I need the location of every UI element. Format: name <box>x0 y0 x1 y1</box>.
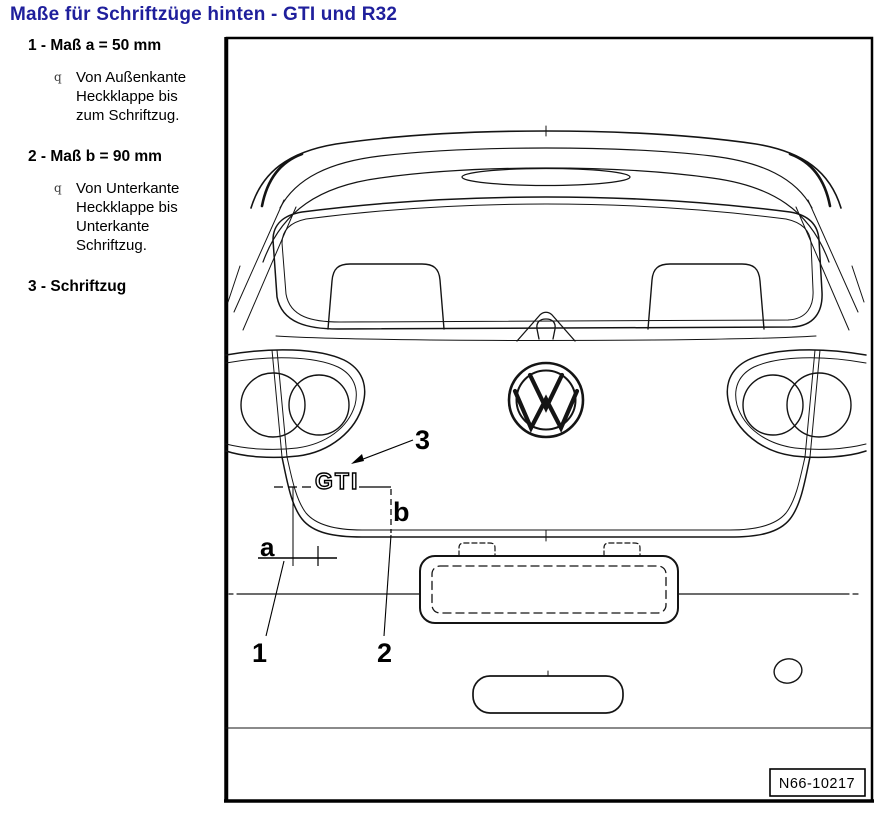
dim-label-a: a <box>260 532 275 562</box>
list-bullet-icon: q <box>54 70 62 84</box>
gti-badge: GTI <box>315 468 360 494</box>
handle-trim <box>473 676 623 713</box>
rear-window-inner <box>282 204 813 322</box>
legend-term-3: 3 - Schriftzug <box>28 278 127 296</box>
rear-window-outer <box>273 197 822 329</box>
tailgate-bottom-edge <box>282 457 810 537</box>
vw-emblem <box>509 363 583 437</box>
drawing-number-box <box>770 769 865 796</box>
callout-3-label: 3 <box>415 425 431 455</box>
wiper-nut <box>537 319 555 339</box>
license-plate-recess <box>420 543 678 623</box>
taillight-left <box>226 350 365 458</box>
legend-term-1: 1 - Maß a = 50 mm <box>28 37 162 54</box>
roof-corner-left <box>262 154 302 206</box>
taillight-right <box>727 350 866 458</box>
lock-cylinder <box>772 656 805 686</box>
page-title: Maße für Schriftzüge hinten - GTI und R32 <box>10 4 398 25</box>
wiper-mount <box>517 312 575 341</box>
callout-1-label: 1 <box>252 638 268 668</box>
window-lower-trim <box>276 336 816 341</box>
list-bullet-icon: q <box>54 181 62 196</box>
brake-light <box>462 169 630 186</box>
callout-3-leader <box>358 440 413 461</box>
drawing-number: N66-10217 <box>778 776 856 792</box>
legend-desc-2: Von Unterkante Heckklappe bis Unterkante Schriftzug. <box>76 180 180 255</box>
roof-corner-right <box>790 154 830 206</box>
headrest-right <box>648 264 764 329</box>
callout-3-arrowhead <box>351 454 364 464</box>
dim-label-b: b <box>393 497 410 527</box>
car-drawing <box>226 126 872 728</box>
callout-2-leader <box>384 535 391 636</box>
legend-desc-1: Von Außenkante Heckklappe bis zum Schriftzug. <box>76 69 187 125</box>
tailgate-bottom-edge-inner <box>287 457 805 530</box>
callout-2-label: 2 <box>377 638 393 668</box>
legend-term-2: 2 - Maß b = 90 mm <box>28 148 162 166</box>
body-side-lines <box>228 200 864 330</box>
callout-1-leader <box>266 561 284 636</box>
headrest-left <box>328 264 444 329</box>
